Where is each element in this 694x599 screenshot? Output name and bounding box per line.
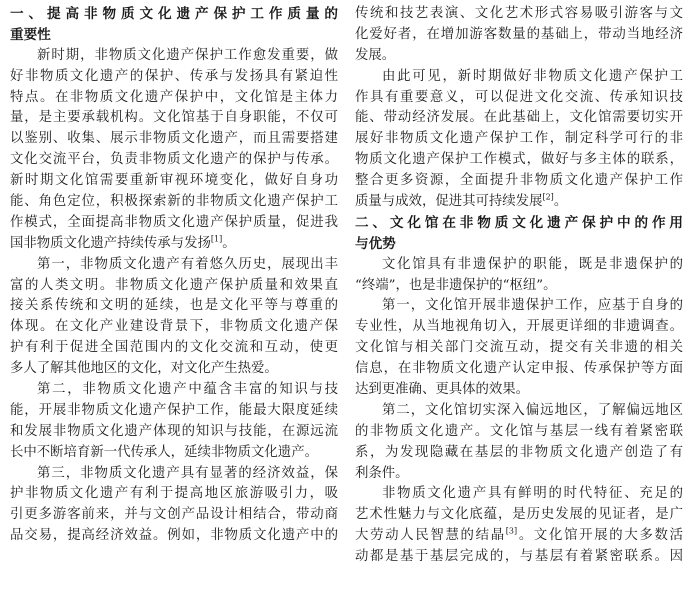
paragraph-line: 传统和技艺表演、文化艺术形式容易吸引游客与文 bbox=[355, 6, 683, 21]
paragraph-line: 利条件。 bbox=[355, 465, 409, 481]
paragraph-line: 第三，非物质文化遗产具有显著的经济效益，保 bbox=[37, 465, 338, 481]
paragraph-line: 富的人类文明。非物质文化遗产保护质量和效果直 bbox=[10, 277, 338, 293]
line-end: 。 bbox=[553, 194, 568, 210]
paragraph-line: 第一，非物质文化遗产有着悠久历史，展现出丰 bbox=[37, 256, 338, 272]
paragraph-line: 的非物质文化遗产。文化馆与基层一线有着紧密联 bbox=[355, 423, 683, 439]
paragraph-line: 以鉴别、收集、展示非物质文化遗产，而且需要搭建 bbox=[10, 131, 338, 147]
paragraph-line: 系，为发现隐藏在基层的非物质文化遗产创造了有 bbox=[355, 444, 683, 460]
section-heading-line: 重要性 bbox=[10, 26, 51, 43]
paragraph-line: 物质文化遗产保护工作模式，做好与多主体的联系， bbox=[355, 152, 683, 168]
paragraph-line bbox=[355, 192, 683, 213]
right-column bbox=[355, 4, 683, 568]
paragraph-line: 文化馆与相关部门交流互动，提交有关非遗的相关 bbox=[355, 340, 683, 356]
paragraph-line: 量，是主要承载机构。文化馆基于自身职能，不仅可 bbox=[10, 110, 338, 126]
paragraph-line: 第一，文化馆开展非遗保护工作，应基于自身的 bbox=[382, 298, 683, 314]
line-text: 大劳动人民智慧的结晶 bbox=[355, 528, 506, 544]
paragraph-line: 接关系传统和文明的延续，也是文化平等与尊重的 bbox=[10, 298, 338, 314]
paragraph-line: 整合更多资源，全面提升非物质文化遗产保护工作 bbox=[355, 173, 683, 189]
paragraph-line: 引更多游客前来，并与文创产品设计相结合，带动商 bbox=[10, 507, 338, 523]
line-end: 。 bbox=[222, 235, 236, 251]
paragraph-line: 第二，文化馆切实深入偏远地区，了解偏远地区 bbox=[382, 402, 683, 418]
reference-marker[interactable]: [2] bbox=[542, 192, 554, 202]
paragraph-line: 文化交流平台，负责非物质文化遗产的保护与传承。 bbox=[10, 152, 338, 168]
section-heading-line: 二、文化馆在非物质文化遗产保护中的作用 bbox=[355, 214, 683, 231]
paragraph-line bbox=[355, 526, 683, 547]
section-heading-line: 与优势 bbox=[355, 235, 396, 252]
paragraph-line: 多人了解其他地区的文化，对文化产生热爱。 bbox=[10, 361, 278, 377]
paragraph-line: 作具有重要意义，可以促进文化交流、传承知识技 bbox=[355, 89, 683, 105]
paragraph-line: 专业性，从当地视角切入，开展更详细的非遗调查。 bbox=[355, 319, 683, 335]
paragraph-line: 能，开展非物质文化遗产保护工作，能最大限度延续 bbox=[10, 402, 338, 418]
reference-marker[interactable]: [1] bbox=[210, 234, 223, 244]
paragraph-line: 第二，非物质文化遗产中蕴含丰富的知识与技 bbox=[37, 382, 338, 398]
line-text: 国非物质文化遗产持续传承与发扬 bbox=[10, 235, 211, 251]
paragraph-line: 达到更准确、更具体的效果。 bbox=[355, 382, 530, 398]
paragraph-line: 信息，在非物质文化遗产认定申报、传承保护等方面 bbox=[355, 361, 683, 377]
paragraph-line: 动都是基于基层完成的，与基层有着紧密联系。因 bbox=[355, 549, 683, 565]
paragraph-line: 体现。在文化产业建设背景下，非物质文化遗产保 bbox=[10, 319, 338, 335]
paragraph-line: 新时期，非物质文化遗产保护工作愈发重要，做 bbox=[37, 47, 338, 63]
paragraph-line: 化爱好者，在增加游客数量的基础上，带动当地经济 bbox=[355, 26, 683, 42]
paragraph-line: 能、角色定位，积极探索新的非物质文化遗产保护工 bbox=[10, 194, 338, 210]
paragraph-line bbox=[10, 234, 338, 255]
paragraph-line: 由此可见，新时期做好非物质文化遗产保护工 bbox=[382, 68, 683, 84]
paragraph-line: 非物质文化遗产具有鲜明的时代特征、充足的 bbox=[382, 486, 683, 502]
paragraph-line: 作模式，全面提高非物质文化遗产保护质量，促进我 bbox=[10, 214, 338, 230]
paragraph-line: 展好非物质文化遗产保护工作，制定科学可行的非 bbox=[355, 131, 683, 147]
paragraph-line: 文化馆具有非遗保护的职能，既是非遗保护的 bbox=[382, 256, 683, 272]
paragraph-line: 品交易，提高经济效益。例如，非物质文化遗产中的 bbox=[10, 528, 338, 544]
line-text: 。文化馆开展的大多数活 bbox=[517, 528, 683, 544]
paragraph-line: 护非物质文化遗产有利于提高地区旅游吸引力，吸 bbox=[10, 486, 338, 502]
paragraph-line: 好非物质文化遗产的保护、传承与发扬具有紧迫性 bbox=[10, 68, 338, 84]
reference-marker[interactable]: [3] bbox=[505, 526, 518, 536]
paragraph-line: 长中不断培育新一代传承人，延续非物质文化遗产。 bbox=[10, 444, 318, 460]
paragraph-line: 新时期文化馆需要重新审视环境变化，做好自身功 bbox=[10, 173, 338, 189]
line-text: 质量与成效，促进其可持续发展 bbox=[355, 194, 543, 210]
section-heading-line: 一、提高非物质文化遗产保护工作质量的 bbox=[10, 6, 338, 22]
paragraph-line: “终端”，也是非遗保护的“枢纽”。 bbox=[355, 277, 557, 293]
paragraph-line: 发展。 bbox=[355, 47, 396, 63]
paragraph-line: 特点。在非物质文化遗产保护中，文化馆是主体力 bbox=[10, 89, 338, 105]
paragraph-line: 护有利于促进全国范围内的文化交流和互动，使更 bbox=[10, 340, 338, 356]
paragraph-line: 和发展非物质文化遗产体现的知识与技能，在源远流 bbox=[10, 423, 338, 439]
paragraph-line: 艺术性魅力与文化底蕴，是历史发展的见证者，是广 bbox=[355, 507, 683, 523]
paragraph-line: 能、带动经济发展。在此基础上，文化馆需要切实开 bbox=[355, 110, 683, 126]
left-column bbox=[10, 4, 338, 547]
